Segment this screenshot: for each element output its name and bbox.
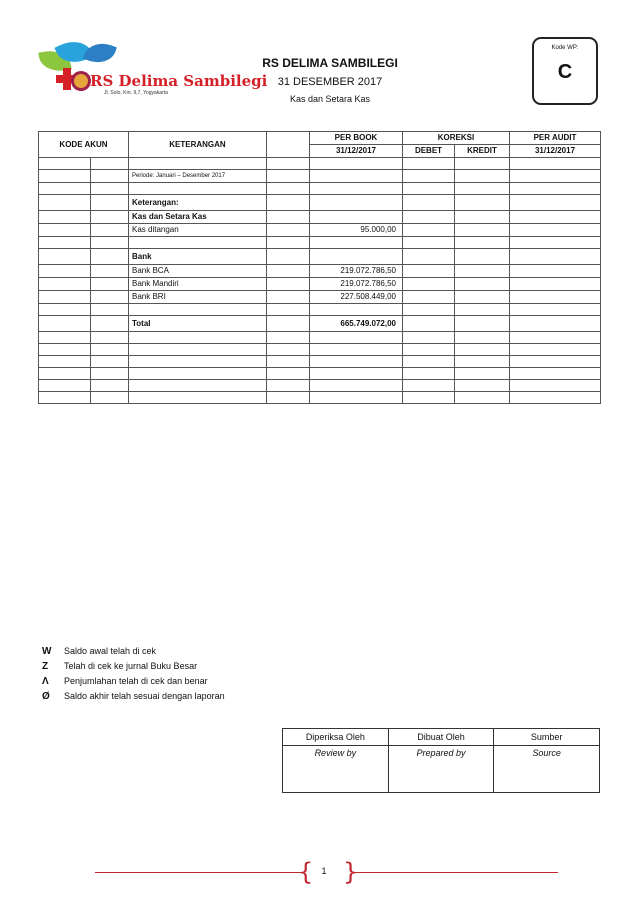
col-koreksi: KOREKSI <box>403 132 510 145</box>
col-per-book-date: 31/12/2017 <box>310 145 403 158</box>
col-per-audit-date: 31/12/2017 <box>510 145 601 158</box>
dibuat-header: Dibuat Oleh <box>388 729 494 746</box>
sumber-header: Sumber <box>494 729 600 746</box>
page-number: 1 <box>321 866 327 876</box>
total-value: 665.749.072,00 <box>310 316 403 332</box>
table-row <box>39 291 601 304</box>
bank-bca-value: 219.072.786,50 <box>310 265 403 278</box>
legend-symbol: Ø <box>42 691 50 702</box>
logo-name: RS Delima Sambilegi <box>90 72 268 90</box>
footer-line-right <box>352 872 558 873</box>
table-row <box>39 278 601 291</box>
document-date: 31 DESEMBER 2017 <box>277 76 383 88</box>
table-row <box>39 344 601 356</box>
table-row-total <box>39 316 601 332</box>
bank-mandiri-value: 219.072.786,50 <box>310 278 403 291</box>
table-row <box>39 304 601 316</box>
table-row <box>39 368 601 380</box>
kode-wp-value: C <box>557 61 573 83</box>
flower-icon <box>74 74 88 88</box>
document-subtitle: Kas dan Setara Kas <box>289 94 371 104</box>
footer-line-left <box>95 872 303 873</box>
table-row <box>39 183 601 195</box>
diperiksa-header: Diperiksa Oleh <box>283 729 389 746</box>
bank-bri-value: 227.508.449,00 <box>310 291 403 304</box>
legend-item <box>42 689 225 704</box>
kode-wp-box <box>532 37 598 105</box>
hospital-logo <box>38 40 268 102</box>
leaf-icon <box>83 38 117 68</box>
table-row <box>39 195 601 211</box>
table-row <box>39 356 601 368</box>
legend-symbol: Λ <box>42 676 49 687</box>
bank-bca-label: Bank BCA <box>129 265 267 278</box>
legend-text: Telah di cek ke jurnal Buku Besar <box>64 661 198 671</box>
col-keterangan: KETERANGAN <box>129 132 267 158</box>
table-row <box>39 170 601 183</box>
legend-text: Saldo akhir telah sesuai dengan laporan <box>64 691 225 701</box>
table-row <box>39 249 601 265</box>
table-row <box>39 224 601 237</box>
col-debet: DEBET <box>403 145 455 158</box>
keterangan-label: Keterangan: <box>129 195 267 211</box>
legend-text: Penjumlahan telah di cek dan benar <box>64 676 208 686</box>
col-per-book: PER BOOK <box>310 132 403 145</box>
table-row <box>39 332 601 344</box>
total-label: Total <box>129 316 267 332</box>
signoff-table <box>282 728 600 793</box>
document-header <box>230 56 430 104</box>
kas-ditangan-label: Kas ditangan <box>129 224 267 237</box>
col-kode-akun: KODE AKUN <box>39 132 129 158</box>
legend-symbol: Z <box>42 661 49 672</box>
working-paper-table <box>38 131 601 404</box>
review-by-cell: Review by <box>283 746 389 793</box>
legend-symbol: W <box>42 646 52 657</box>
footer-brace-left: { <box>298 858 314 886</box>
legend-item <box>42 674 225 689</box>
kas-setara-label: Kas dan Setara Kas <box>129 211 267 224</box>
source-cell: Source <box>494 746 600 793</box>
col-kredit: KREDIT <box>455 145 510 158</box>
tickmark-legend <box>42 644 225 704</box>
table-row <box>39 265 601 278</box>
kas-ditangan-value: 95.000,00 <box>310 224 403 237</box>
table-row <box>39 237 601 249</box>
bank-label: Bank <box>129 249 267 265</box>
legend-item <box>42 659 225 674</box>
legend-text: Saldo awal telah di cek <box>64 646 157 656</box>
document-title: RS DELIMA SAMBILEGI <box>262 56 398 70</box>
bank-mandiri-label: Bank Mandiri <box>129 278 267 291</box>
logo-address: Jl. Solo, Km. 9,7, Yogyakarta <box>104 90 168 96</box>
footer-brace-right: } <box>343 858 359 886</box>
legend-item <box>42 644 225 659</box>
table-row <box>39 158 601 170</box>
bank-bri-label: Bank BRI <box>129 291 267 304</box>
table-row <box>39 211 601 224</box>
table-row <box>39 380 601 392</box>
col-per-audit: PER AUDIT <box>510 132 601 145</box>
periode-text: Periode: Januari – Desember 2017 <box>129 170 267 183</box>
kode-wp-label: Kode WP: <box>551 45 579 51</box>
table-header-row <box>39 132 601 145</box>
table-row <box>39 392 601 404</box>
prepared-by-cell: Prepared by <box>388 746 494 793</box>
